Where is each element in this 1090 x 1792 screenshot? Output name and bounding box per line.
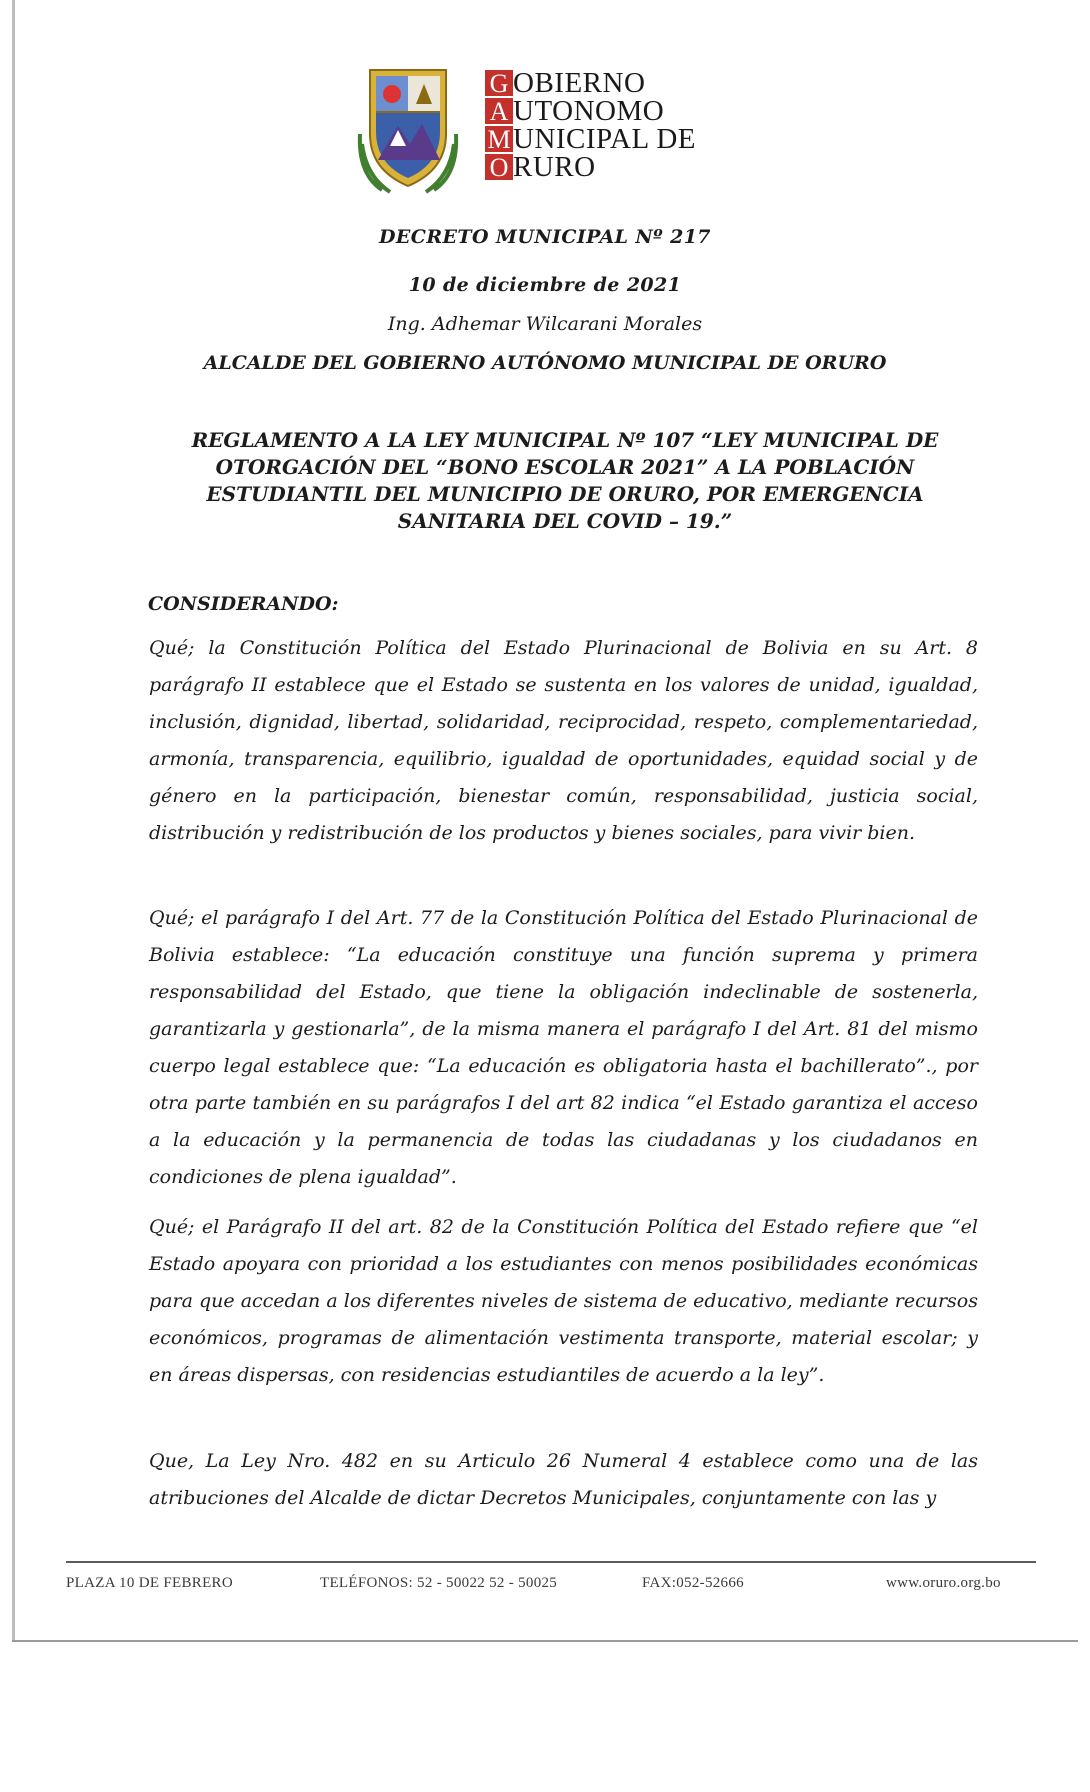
signer-name: Ing. Adhemar Wilcarani Morales (387, 313, 703, 335)
name-word: RURO (513, 151, 596, 183)
footer-address: PLAZA 10 DE FEBRERO (66, 1575, 233, 1591)
considerando-paragraph: Qué; el Parágrafo II del art. 82 de la Constitución Política del Estado refiere que “el Estado apoyara con prioridad a los estudiantes con menos posibilidades económicas para que accedan a los diferentes niveles de sistema de educativo, mediante recursos económicos, programas de alimentación vestimenta transporte, material escolar; y en áreas dispersas, con residencias estudiantiles de acuerdo a la ley”. (149, 1216, 978, 1386)
acronym-letter: O (485, 154, 513, 180)
acronym-letter: G (485, 70, 513, 96)
name-word: UNICIPAL DE (513, 123, 696, 155)
document-title: REGLAMENTO A LA LEY MUNICIPAL Nº 107 “LEY MUNICIPAL DE OTORGACIÓN DEL “BONO ESCOLAR 2021” A LA POBLACIÓN ESTUDIANTIL DEL MUNICIPIO DE ORURO, POR EMERGENCIA SANITARIA DEL COVID – 19.” (191, 428, 939, 533)
municipality-acronym (485, 70, 513, 182)
footer-divider (66, 1561, 1036, 1563)
footer-fax: FAX:052-52666 (642, 1575, 744, 1591)
coat-of-arms-icon (352, 64, 464, 200)
signer-position: ALCALDE DEL GOBIERNO AUTÓNOMO MUNICIPAL DE ORURO (203, 352, 887, 374)
scan-edge (12, 1640, 1078, 1642)
considerando-paragraph: Qué; el parágrafo I del Art. 77 de la Constitución Política del Estado Plurinacional de Bolivia establece: “La educación constituye una función suprema y primera responsabilidad del Estado, que tiene la obligación indeclinable de sostenerla, garantizarla y gestionarla”, de la misma manera el parágrafo I del Art. 81 del mismo cuerpo legal establece que: “La educación es obligatoria hasta el bachillerato”., por otra parte también en su parágrafos I del art 82 indica “el Estado garantiza el acceso a la educación y la permanencia de todas las ciudadanas y los ciudadanos en condiciones de plena igualdad”. (149, 907, 978, 1188)
name-word: UTONOMO (513, 95, 665, 127)
considerando-heading: CONSIDERANDO: (148, 593, 339, 615)
municipality-name (513, 67, 696, 183)
decree-number: DECRETO MUNICIPAL Nº 217 (379, 226, 711, 248)
footer-website: www.oruro.org.bo (886, 1575, 1001, 1591)
considerando-paragraph: Que, La Ley Nro. 482 en su Articulo 26 Numeral 4 establece como una de las atribuciones del Alcalde de dictar Decretos Municipales, conjuntamente con las y (149, 1450, 978, 1509)
letterhead (352, 64, 752, 200)
acronym-letter: M (485, 126, 513, 152)
name-word: OBIERNO (513, 67, 646, 99)
acronym-letter: A (485, 98, 513, 124)
considerando-paragraph: Qué; la Constitución Política del Estado Plurinacional de Bolivia en su Art. 8 parágrafo II establece que el Estado se sustenta en los valores de unidad, igualdad, inclusión, dignidad, libertad, solidaridad, reciprocidad, respeto, complementariedad, armonía, transparencia, equilibrio, igualdad de oportunidades, equidad social y de género en la participación, bienestar común, responsabilidad, justicia social, distribución y redistribución de los productos y bienes sociales, para vivir bien. (149, 637, 978, 844)
decree-date: 10 de diciembre de 2021 (408, 274, 682, 296)
footer-phones: TELÉFONOS: 52 - 50022 52 - 50025 (320, 1575, 558, 1591)
